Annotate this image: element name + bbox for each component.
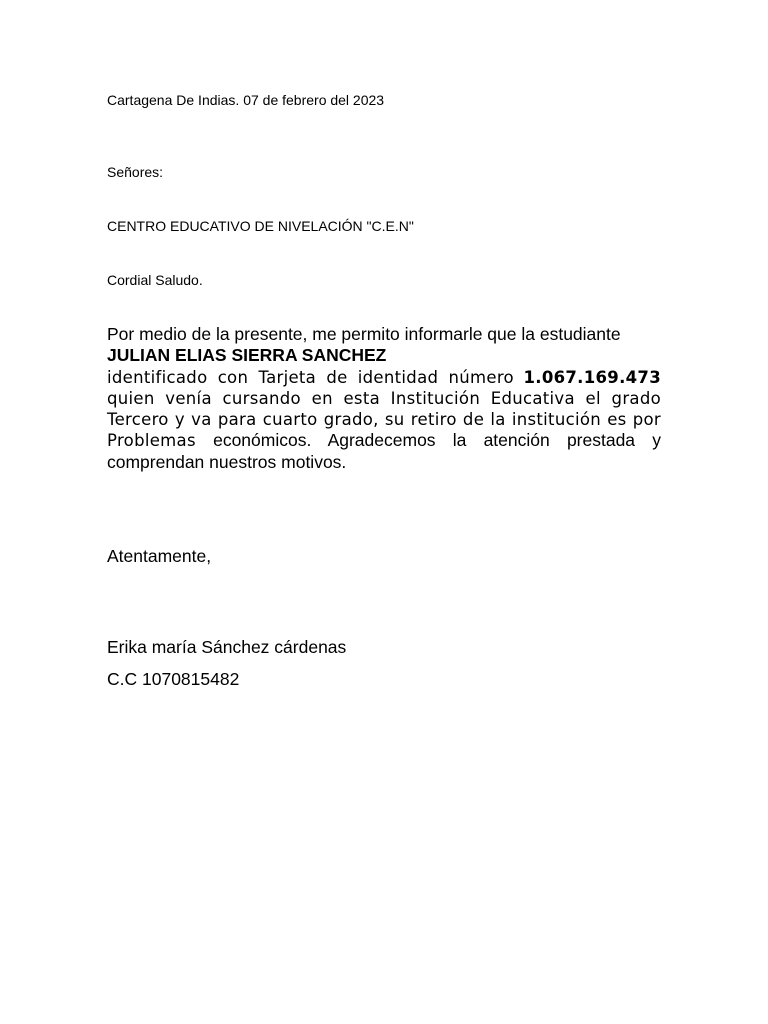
letter-body <box>107 324 661 473</box>
student-name: JULIAN ELIAS SIERRA SANCHEZ <box>107 345 387 366</box>
signature-id: C.C 1070815482 <box>107 669 240 689</box>
farewell: Atentamente, <box>107 546 212 566</box>
id-text: identificado con Tarjeta de identidad número <box>107 367 514 387</box>
signature-name: Erika maría Sánchez cárdenas <box>107 637 347 657</box>
date-line: Cartagena De Indias. 07 de febrero del 2023 <box>107 92 385 108</box>
course-text: quien venía cursando en esta Institución Educativa el grado Tercero y va para cuarto grado, su retiro de la institución es por Problemas <box>107 388 661 451</box>
id-number: 1.067.169.473 <box>523 367 661 387</box>
body-intro: Por medio de la presente, me permito informarle que la estudiante <box>107 324 621 344</box>
recipient-name: CENTRO EDUCATIVO DE NIVELACIÓN "C.E.N" <box>107 218 414 234</box>
salutation: Señores: <box>107 164 164 180</box>
greeting: Cordial Saludo. <box>107 272 203 288</box>
body-paragraph <box>107 367 661 473</box>
closing-text: económicos. Agradecemos la atención prestada y comprendan nuestros motivos. <box>107 430 661 472</box>
